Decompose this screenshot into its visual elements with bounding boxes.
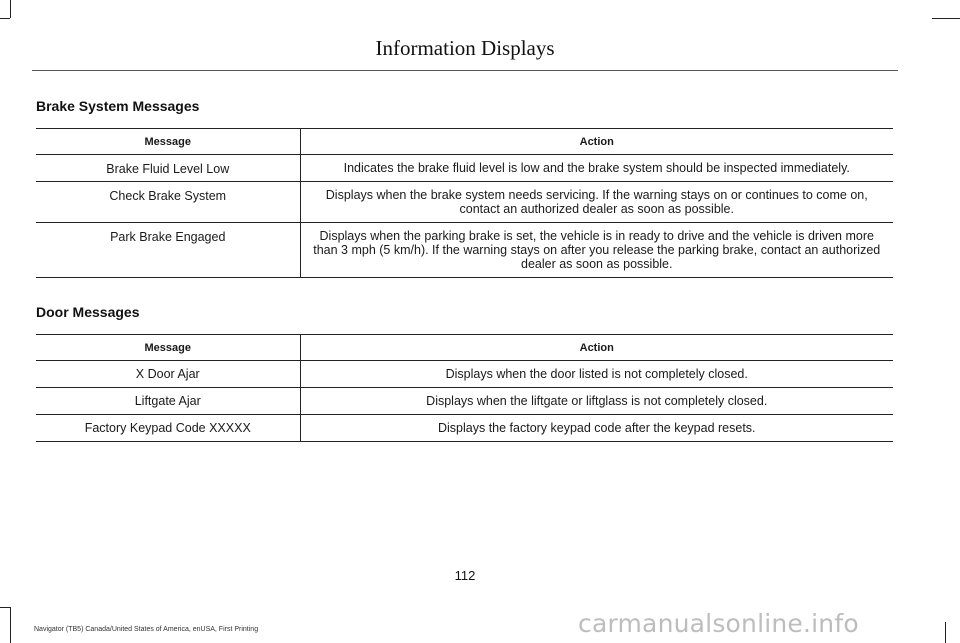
table-row: [36, 182, 893, 223]
crop-mark-top-left-h: [0, 18, 10, 19]
action-cell: Displays when the parking brake is set, the vehicle is in ready to drive and the vehicle is driven more than 3 mph (5 km/h). If the warning stays on after you release the parking brake, contact an authorized dealer as soon as possible.: [300, 223, 893, 278]
message-cell: Factory Keypad Code XXXXX: [36, 415, 300, 442]
action-cell: Displays when the liftgate or liftglass is not completely closed.: [300, 388, 893, 415]
page-title: Information Displays: [375, 36, 555, 60]
action-cell: Indicates the brake fluid level is low and the brake system should be inspected immediately.: [300, 155, 893, 182]
table-row: [36, 155, 893, 182]
action-cell: Displays when the door listed is not completely closed.: [300, 361, 893, 388]
crop-mark-bottom-left-h: [0, 607, 10, 608]
table-row: [36, 223, 893, 278]
table-header-row: [36, 129, 893, 155]
header-divider: [32, 70, 898, 71]
table-row: [36, 415, 893, 442]
crop-mark-bottom-right-v: [945, 622, 946, 643]
table-row: [36, 361, 893, 388]
crop-mark-top-right-h: [932, 18, 960, 19]
table-row: [36, 388, 893, 415]
edition-footer: Navigator (TB5) Canada/United States of America, enUSA, First Printing: [34, 626, 259, 633]
message-cell: Check Brake System: [36, 182, 300, 223]
door-section-heading: Door Messages: [36, 304, 140, 320]
door-messages-table: [36, 334, 893, 442]
crop-mark-top-left-v: [10, 0, 11, 18]
message-cell: X Door Ajar: [36, 361, 300, 388]
column-header-message: Message: [36, 335, 300, 361]
message-cell: Liftgate Ajar: [36, 388, 300, 415]
table-header-row: [36, 335, 893, 361]
message-cell: Brake Fluid Level Low: [36, 155, 300, 182]
message-cell: Park Brake Engaged: [36, 223, 300, 278]
action-cell: Displays when the brake system needs servicing. If the warning stays on or continues to come on, contact an authorized dealer as soon as possible.: [300, 182, 893, 223]
watermark: carmanualsonline.info: [578, 609, 859, 638]
crop-mark-bottom-left-v: [10, 607, 11, 643]
action-cell: Displays the factory keypad code after the keypad resets.: [300, 415, 893, 442]
brake-section-heading: Brake System Messages: [36, 98, 200, 114]
column-header-message: Message: [36, 129, 300, 155]
column-header-action: Action: [300, 129, 893, 155]
column-header-action: Action: [300, 335, 893, 361]
page-number: 112: [454, 568, 476, 583]
brake-messages-table: [36, 128, 893, 278]
